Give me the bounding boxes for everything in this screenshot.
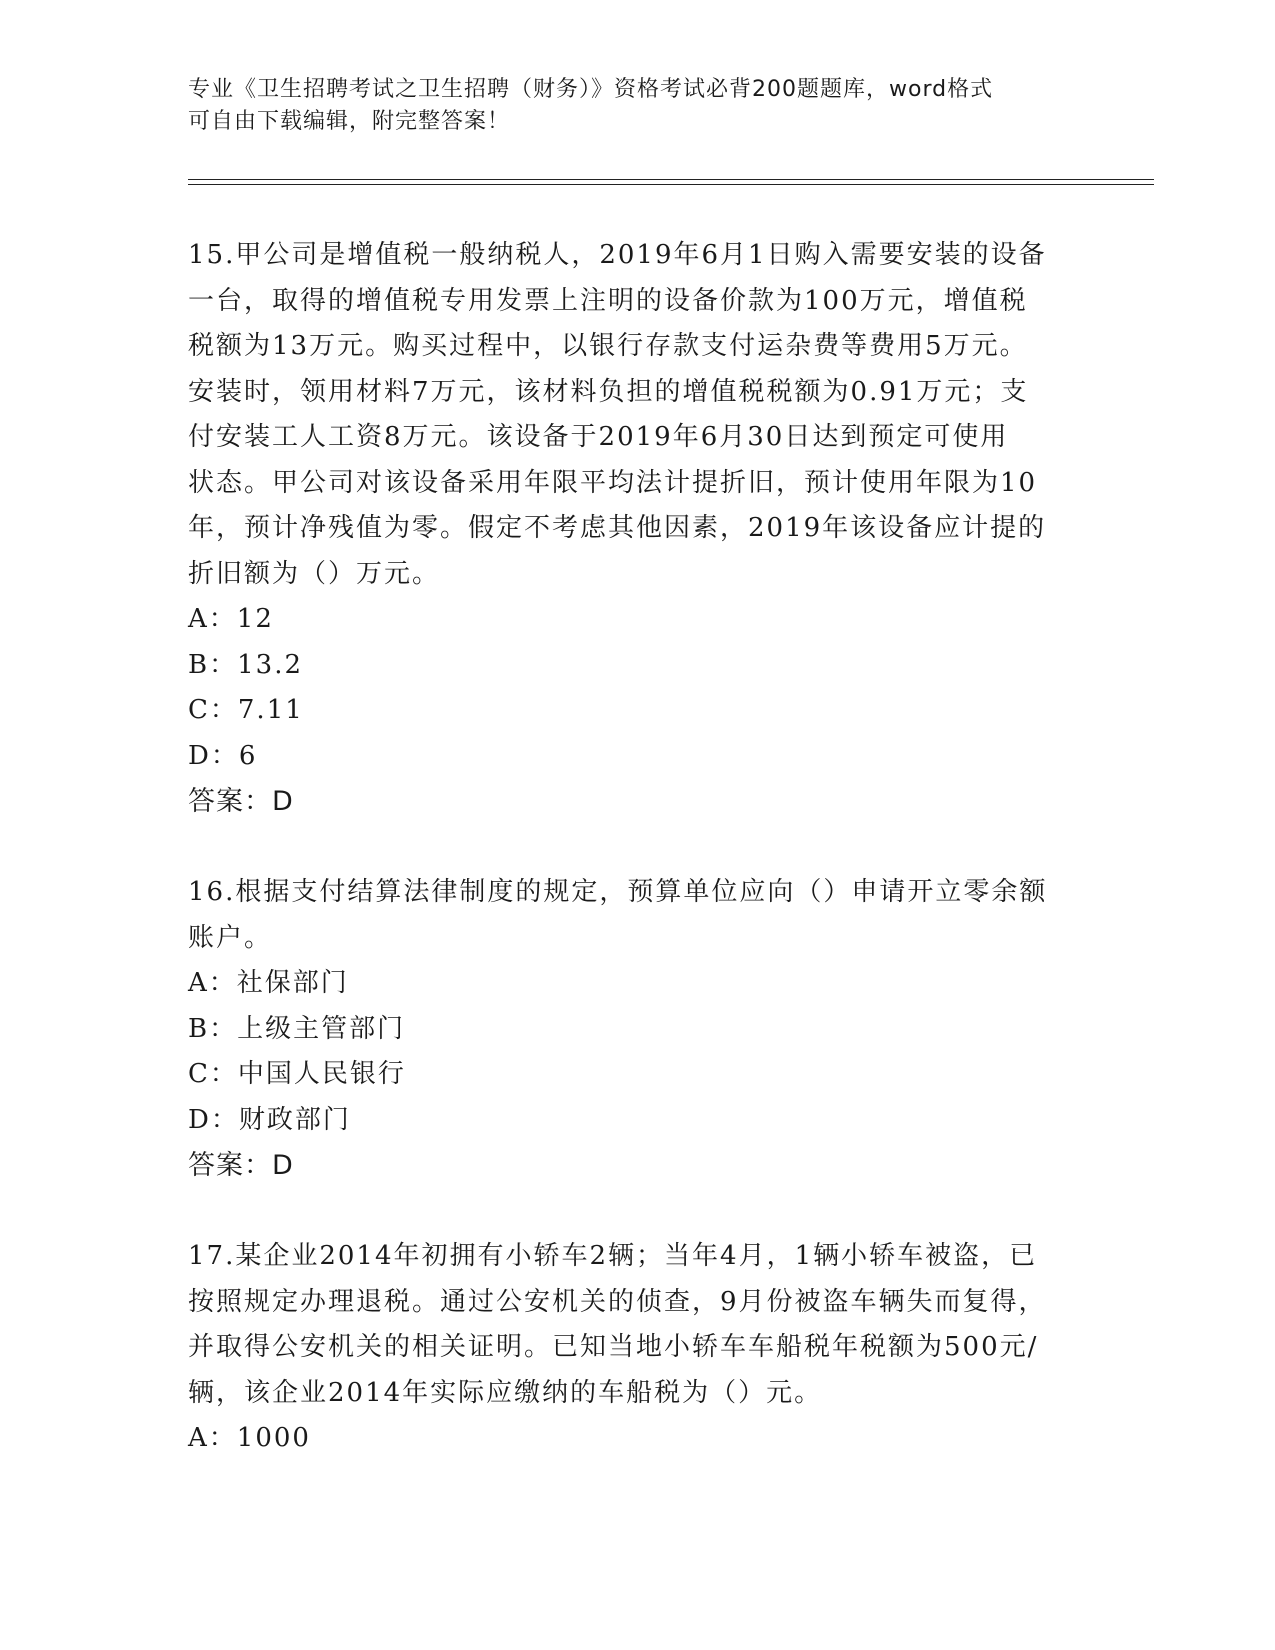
stem-line: 安装时，领用材料7万元，该材料负担的增值税税额为0.91万元；支 [188, 376, 1029, 407]
stem-line: 并取得公安机关的相关证明。已知当地小轿车车船税年税额为500元/ [188, 1332, 1039, 1362]
option-c: C：中国人民银行 [188, 1059, 406, 1089]
question-list [188, 233, 1088, 1462]
stem-line: 辆，该企业2014年实际应缴纳的车船税为（）元。 [188, 1377, 823, 1408]
header-line-2: 可自由下载编辑，附完整答案！ [188, 109, 511, 134]
option-d: D：6 [188, 740, 258, 771]
header-divider-bottom [188, 184, 1154, 185]
header-divider-top [188, 179, 1154, 180]
option-a: A：1000 [188, 1423, 311, 1453]
option-c: C：7.11 [188, 695, 304, 725]
question-17 [188, 1234, 1088, 1462]
header-line-1: 专业《卫生招聘考试之卫生招聘（财务）》资格考试必背200题题库，word格式 [188, 77, 994, 102]
option-d: D：财政部门 [188, 1104, 351, 1135]
question-stem [188, 233, 1088, 597]
stem-line: 折旧额为（）万元。 [188, 558, 441, 589]
stem-line: 按照规定办理退税。通过公安机关的侦查，9月份被盗车辆失而复得， [188, 1286, 1047, 1317]
question-15 [188, 233, 1088, 825]
stem-line: 状态。甲公司对该设备采用年限平均法计提折旧，预计使用年限为10 [188, 467, 1038, 498]
stem-line: 税额为13万元。购买过程中，以银行存款支付运杂费等费用5万元。 [188, 331, 1028, 361]
option-a: A：12 [188, 604, 274, 634]
question-spacer [188, 1189, 1088, 1235]
answer-key: 答案：D [188, 1150, 294, 1181]
option-a: A：社保部门 [188, 968, 349, 998]
document-header [188, 74, 1088, 138]
option-b: B：13.2 [188, 649, 303, 680]
question-16 [188, 870, 1088, 1189]
stem-line: 16.根据支付结算法律制度的规定，预算单位应向（）申请开立零余额 [188, 877, 1048, 907]
option-b: B：上级主管部门 [188, 1013, 406, 1044]
stem-line: 账户。 [188, 922, 273, 953]
question-spacer [188, 825, 1088, 871]
question-stem [188, 870, 1088, 961]
stem-line: 一台，取得的增值税专用发票上注明的设备价款为100万元，增值税 [188, 285, 1028, 316]
stem-line: 17.某企业2014年初拥有小轿车2辆；当年4月，1辆小轿车被盗，已 [188, 1241, 1038, 1271]
stem-line: 年，预计净残值为零。假定不考虑其他因素，2019年该设备应计提的 [188, 513, 1047, 543]
stem-line: 付安装工人工资8万元。该设备于2019年6月30日达到预定可使用 [188, 422, 1009, 452]
question-stem [188, 1234, 1088, 1416]
answer-key: 答案：D [188, 786, 294, 817]
stem-line: 15.甲公司是增值税一般纳税人，2019年6月1日购入需要安装的设备 [188, 240, 1047, 270]
